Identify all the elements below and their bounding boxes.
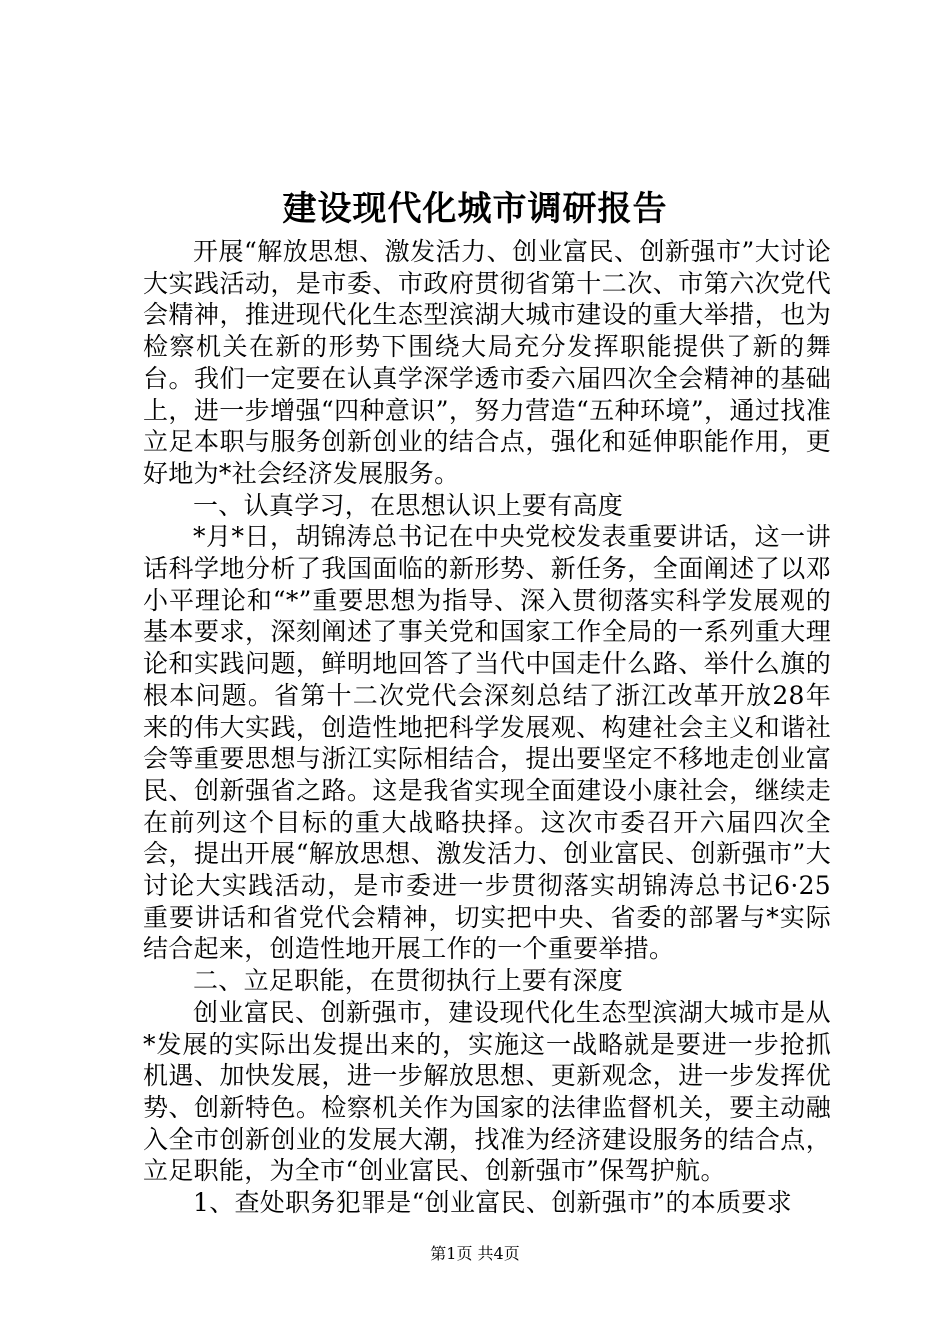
subsection-heading-1: 1、查处职务犯罪是“创业富民、创新强市”的本质要求 [193, 1188, 792, 1218]
page-footer: 第1页 共4页 [430, 1244, 520, 1263]
document-title: 建设现代化城市调研报告 [282, 189, 668, 229]
section-2-paragraph: 创业富民、创新强市，建设现代化生态型滨湖大城市是从*发展的实际出发提出来的，实施这一战略就是要进一步抢抓机遇、加快发展，进一步解放思想、更新观念，进一步发挥优势、创新特色。检察机关作为国家的法律监督机关，要主动融入全市创新创业的发展大潮，找准为经济建设服务的结合点，立足职能，为全市“创业富民、创新强市”保驾护航。 [143, 997, 831, 1186]
document-body [143, 236, 831, 1219]
intro-paragraph: 开展“解放思想、激发活力、创业富民、创新强市”大讨论大实践活动，是市委、市政府贯彻省第十二次、市第六次党代会精神，推进现代化生态型滨湖大城市建设的重大举措，也为检察机关在新的形势下围绕大局充分发挥职能提供了新的舞台。我们一定要在认真学深学透市委六届四次全会精神的基础上，进一步增强“四种意识”，努力营造“五种环境”，通过找准立足本职与服务创新创业的结合点，强化和延伸职能作用，更好地为*社会经济发展服务。 [143, 237, 831, 488]
section-1-paragraph: *月*日，胡锦涛总书记在中央党校发表重要讲话，这一讲话科学地分析了我国面临的新形势、新任务，全面阐述了以邓小平理论和“*”重要思想为指导、深入贯彻落实科学发展观的基本要求，深刻阐述了事关党和国家工作全局的一系列重大理论和实践问题，鲜明地回答了当代中国走什么路、举什么旗的根本问题。省第十二次党代会深刻总结了浙江改革开放28年来的伟大实践，创造性地把科学发展观、构建社会主义和谐社会等重要思想与浙江实际相结合，提出要坚定不移地走创业富民、创新强省之路。这是我省实现全面建设小康社会，继续走在前列这个目标的重大战略抉择。这次市委召开六届四次全会，提出开展“解放思想、激发活力、创业富民、创新强市”大讨论大实践活动，是市委进一步贯彻落实胡锦涛总书记6·25重要讲话和省党代会精神，切实把中央、省委的部署与*实际结合起来，创造性地开展工作的一个重要举措。 [143, 522, 831, 964]
section-heading-2: 二、立足职能，在贯彻执行上要有深度 [193, 966, 624, 996]
section-heading-1: 一、认真学习，在思想认识上要有高度 [193, 490, 624, 520]
